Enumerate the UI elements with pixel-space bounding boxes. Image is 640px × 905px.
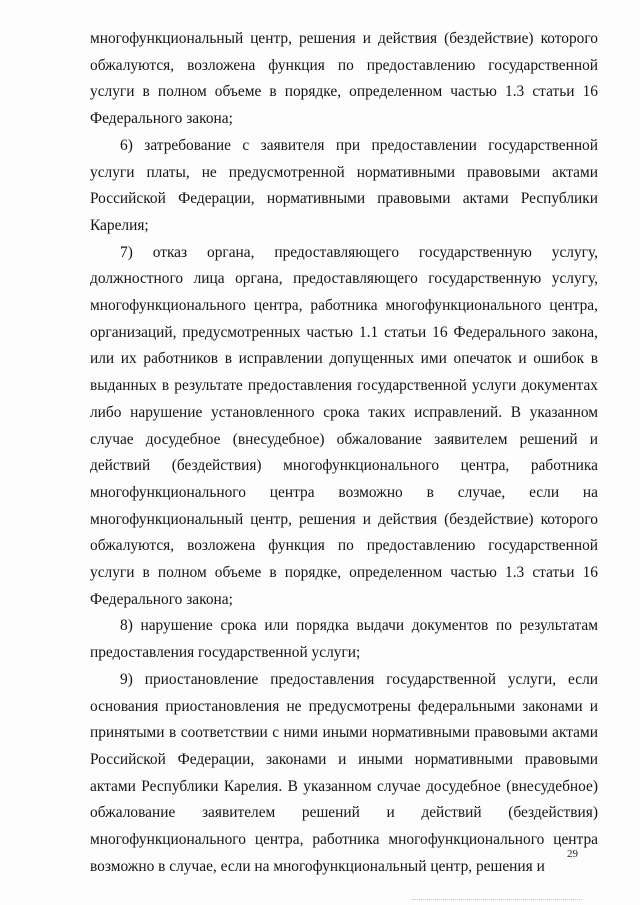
paragraph-continued: многофункциональный центр, решения и действия (бездействие) которого обжалуются, возложена функция по предоставлению государственной услуги в полном объеме в порядке, определенном частью 1.3 статьи 16 Федерального закона; <box>90 30 598 128</box>
page-number: 29 <box>567 848 578 860</box>
paragraph-item-7: 7) отказ органа, предоставляющего государственную услугу, должностного лица органа, предоставляющего государственную услугу, многофункционального центра, работника многофункционального центра, организаций, предусмотренных частью 1.1 статьи 16 Федерального закона, или их работников в исправлении допущенных ими опечаток и ошибок в выданных в результате предоставления государственной услуги документах либо нарушение установленного срока таких исправлений. В указанном случае досудебное (внесудебное) обжалование заявителем решений и действий (бездействия) многофункционального центра, работника многофункционального центра возможно в случае, если на многофункциональный центр, решения и действия (бездействие) которого обжалуются, возложена функция по предоставлению государственной услуги в полном объеме в порядке, определенном частью 1.3 статьи 16 Федерального закона; <box>90 243 598 608</box>
paragraph-item-9: 9) приостановление предоставления государственной услуги, если основания приостановления не предусмотрены федеральными законами и принятыми в соответствии с ними иными нормативными правовыми актами Российской Федерации, законами и иными нормативными правовыми актами Республики Карелия. В указанном случае досудебное (внесудебное) обжалование заявителем решений и действий (бездействия) многофункционального центра, работника многофункционального центра возможно в случае, если на многофункциональный центр, решения и <box>90 670 598 875</box>
paragraph-item-6: 6) затребование с заявителя при предоставлении государственной услуги платы, не предусмотренной нормативными правовыми актами Российской Федерации, нормативными правовыми актами Республики Карелия; <box>90 136 598 234</box>
scan-edge-artifact <box>412 899 582 900</box>
document-body <box>90 26 598 881</box>
paragraph-item-8: 8) нарушение срока или порядка выдачи документов по результатам предоставления государственной услуги; <box>90 617 598 662</box>
